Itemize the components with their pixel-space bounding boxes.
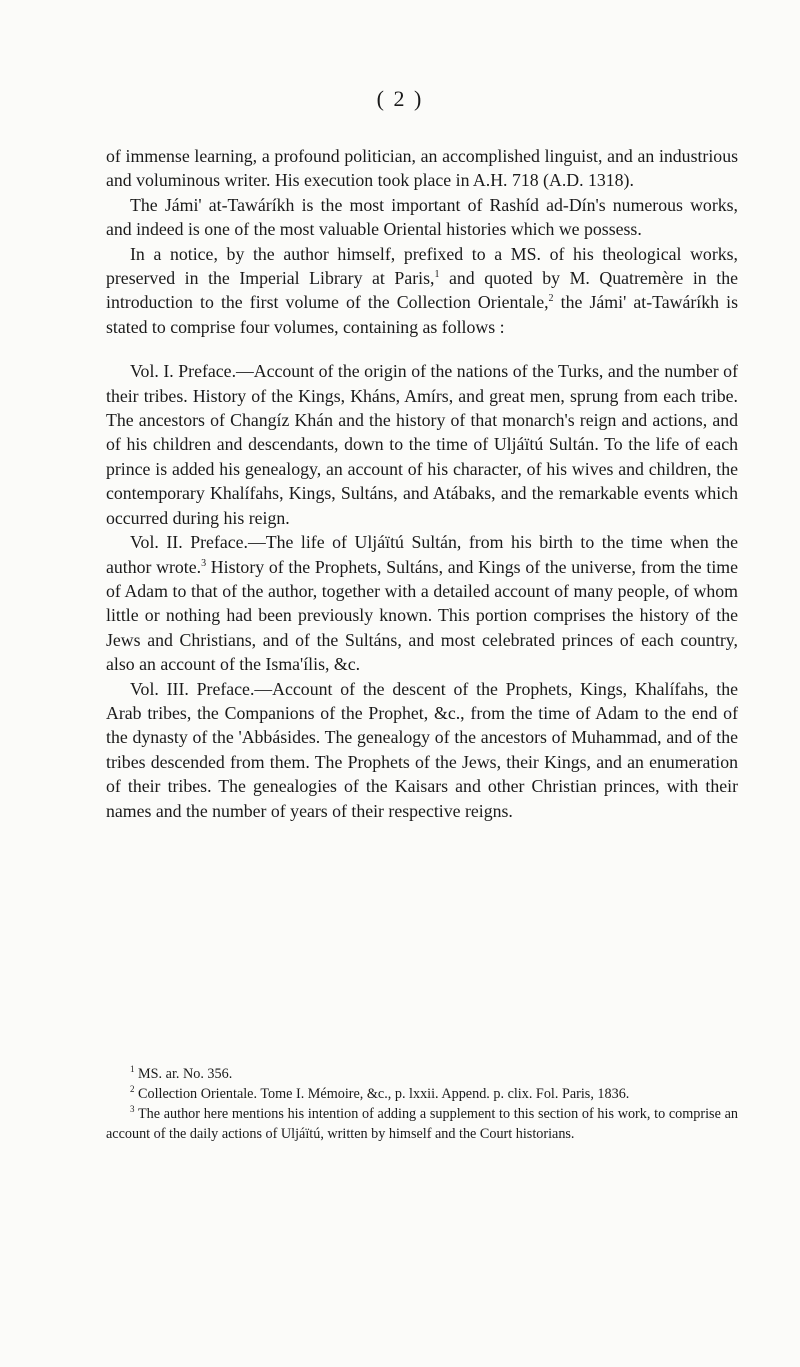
paragraph-vol-1: Vol. I. Preface.—Account of the origin of the nations of the Turks, and the number of their tribes. History of the Kings, Kháns, Amírs, and great men, sprung from each tribe. The ancestors of Changíz Khán and the history of that monarch's reign and actions, and of his children and descendants, down to the time of Uljáïtú Sultán. To the life of each prince is added his genealogy, an account of his character, of his wives and children, the contemporary Khalífahs, Kings, Sultáns, and Atábaks, and the remarkable events which occurred during his reign. bbox=[106, 361, 738, 528]
footnotes bbox=[106, 1064, 738, 1144]
footnote-number: 2 bbox=[130, 1084, 135, 1094]
paragraph-notice: In a notice, by the author himself, prefixed to a MS. of his theological works, preserved in the Imperial Library at Paris,$^1$ and quoted by M. Quatremère in the introduction to the first volume of the Collection Orientale,$^2$ the Jámi' at-Tawáríkh is stated to comprise four volumes, containing as follows : bbox=[106, 243, 738, 337]
page-number: ( 2 ) bbox=[376, 86, 424, 111]
footnote-number: 3 bbox=[130, 1104, 135, 1114]
main-text bbox=[106, 144, 738, 823]
footnote-ref: 3 bbox=[201, 557, 207, 569]
paragraph-opening: of immense learning, a profound politician, an accomplished linguist, and an industrious and voluminous writer. His execution took place in A.H. 718 (A.D. 1318). bbox=[106, 146, 738, 191]
footnote-ref: 1 bbox=[434, 269, 440, 281]
footnote-number: 1 bbox=[130, 1064, 135, 1074]
footnote-2: $^2$ Collection Orientale. Tome I. Mémoire, &c., p. lxxii. Append. p. clix. Fol. Paris, 1836. bbox=[130, 1084, 630, 1102]
paragraph-vol-3: Vol. III. Preface.—Account of the descent of the Prophets, Kings, Khalífahs, the Arab tribes, the Companions of the Prophet, &c., from the time of Adam to the end of the dynasty of the 'Abbásides. The genealogy of the ancestors of Muhammad, and of the tribes descended from them. The Prophets of the Jews, their Kings, and an enumeration of their tribes. The genealogies of the Kaisars and other Christian princes, with their names and the number of years of their respective reigns. bbox=[106, 678, 738, 821]
paragraph-vol-2: Vol. II. Preface.—The life of Uljáïtú Sultán, from his birth to the time when the author wrote.$^3$ History of the Prophets, Sultáns, and Kings of the universe, from the time of Adam to that of the author, together with a detailed account of many people, of whom little or nothing had been previously known. This portion comprises the history of the Jews and Christians, and of the Sultáns, and most celebrated princes of each country, also an account of the Isma'ílis, &c. bbox=[106, 532, 738, 675]
footnote-ref: 2 bbox=[548, 293, 554, 305]
footnote-3: $^3$ The author here mentions his intention of adding a supplement to this section of his work, to comprise an account of the daily actions of Uljáïtú, written by himself and the Court historians. bbox=[106, 1104, 738, 1142]
paragraph-jami: The Jámi' at-Tawáríkh is the most important of Rashíd ad-Dín's numerous works, and indeed is one of the most valuable Oriental histories which we possess. bbox=[106, 194, 738, 240]
footnote-1: $^1$ MS. ar. No. 356. bbox=[130, 1064, 233, 1082]
